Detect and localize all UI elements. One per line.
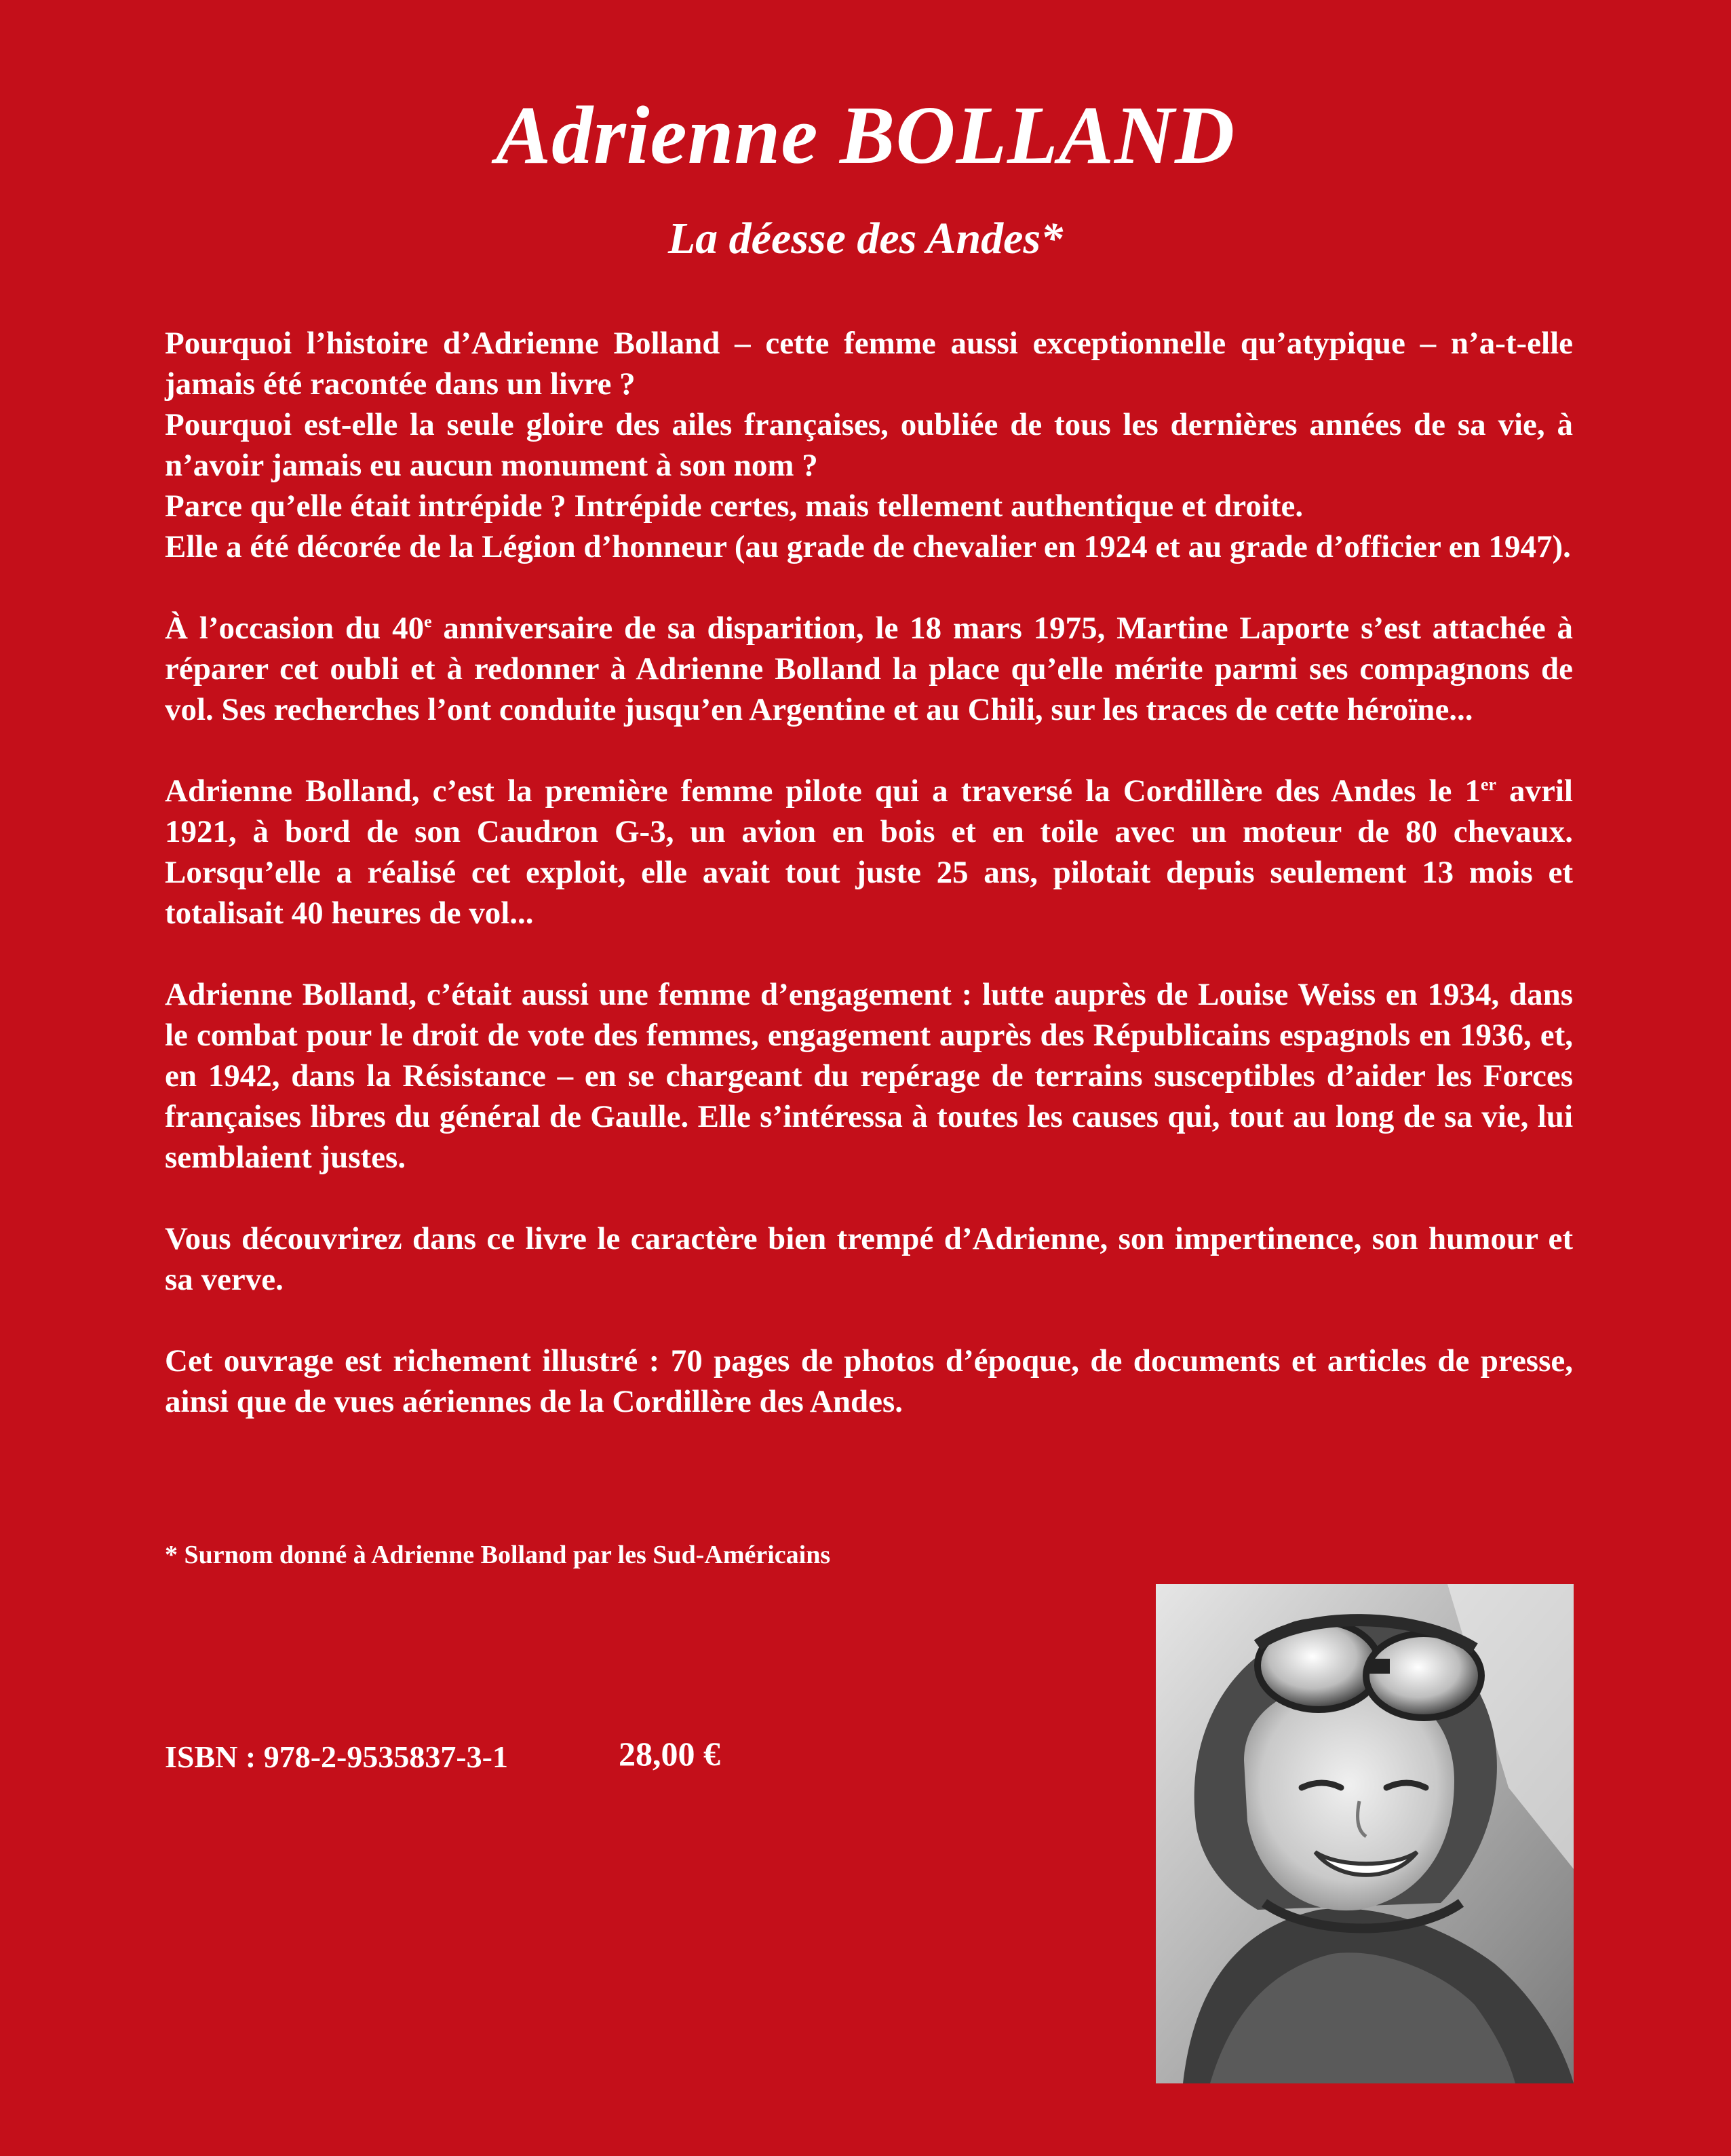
paragraph-6: Cet ouvrage est richement illustré : 70 pages de photos d’époque, de documents et articles de presse, ainsi que de vues aériennes de la Cordillère des Andes. [165, 1343, 1573, 1419]
paragraph-4: Adrienne Bolland, c’était aussi une femme d’engagement : lutte auprès de Louise Weiss en 1934, dans le combat pour le droit de vote des femmes, engagement auprès des Républicains espagnols en 1936, et, en 1942, dans la Résistance – en se chargeant du repérage de terrains susceptibles d’aider les Forces françaises libres du général de Gaulle. Elle s’intéressa à toutes les causes qui, tout au long de sa vie, lui semblaient justes. [165, 977, 1573, 1175]
paragraph-5: Vous découvrirez dans ce livre le caractère bien trempé d’Adrienne, son impertinence, son humour et sa verve. [165, 1221, 1573, 1297]
book-subtitle: La déesse des Andes* [667, 214, 1064, 263]
paragraph-1-line-4: Elle a été décorée de la Légion d’honneur (au grade de chevalier en 1924 et au grade d’officier en 1947). [165, 529, 1571, 564]
paragraph-3-start: Adrienne Bolland, c’est la première femme pilote qui a traversé la Cordillère des Andes le 1 [165, 773, 1481, 809]
footnote: * Surnom donné à Adrienne Bolland par les Sud-Américains [165, 1541, 831, 1569]
paragraph-3-rest: avril 1921, à bord de son Caudron G-3, un avion en bois et en toile avec un moteur de 80 chevaux. Lorsqu’elle a réalisé cet exploit, elle avait tout juste 25 ans, pilotait depuis seulement 13 mois et totalisait 40 heures de vol... [165, 773, 1573, 931]
paragraph-1-line-1: Pourquoi l’histoire d’Adrienne Bolland – cette femme aussi exceptionnelle qu’atypique – n’a-t-elle jamais été racontée dans un livre ? [165, 326, 1573, 402]
paragraph-2-start: À l’occasion du 40 [165, 611, 425, 646]
aviator-portrait-illustration [1156, 1584, 1574, 2083]
ordinal-superscript: er [1480, 774, 1496, 794]
blurb [165, 323, 1573, 1463]
paragraph-1-line-3: Parce qu’elle était intrépide ? Intrépide certes, mais tellement authentique et droite. [165, 488, 1304, 524]
portrait-photo [1156, 1584, 1574, 2083]
paragraph-3 [165, 771, 1573, 933]
paragraph-2-rest: anniversaire de sa disparition, le 18 mars 1975, Martine Laporte s’est attachée à réparer cet oubli et à redonner à Adrienne Bolland la place qu’elle mérite parmi ses compagnons de vol. Ses recherches l’ont conduite jusqu’en Argentine et au Chili, sur les traces de cette héroïne... [165, 611, 1574, 727]
price: 28,00 € [619, 1735, 720, 1773]
isbn: ISBN : 978-2-9535837-3-1 [165, 1739, 508, 1774]
paragraph-1 [165, 323, 1573, 567]
ordinal-superscript: e [424, 611, 432, 632]
paragraph-2 [165, 608, 1573, 730]
book-title: Adrienne BOLLAND [495, 90, 1236, 181]
paragraph-1-line-2: Pourquoi est-elle la seule gloire des ailes françaises, oubliée de tous les dernières années de sa vie, à n’avoir jamais eu aucun monument à son nom ? [165, 407, 1573, 483]
